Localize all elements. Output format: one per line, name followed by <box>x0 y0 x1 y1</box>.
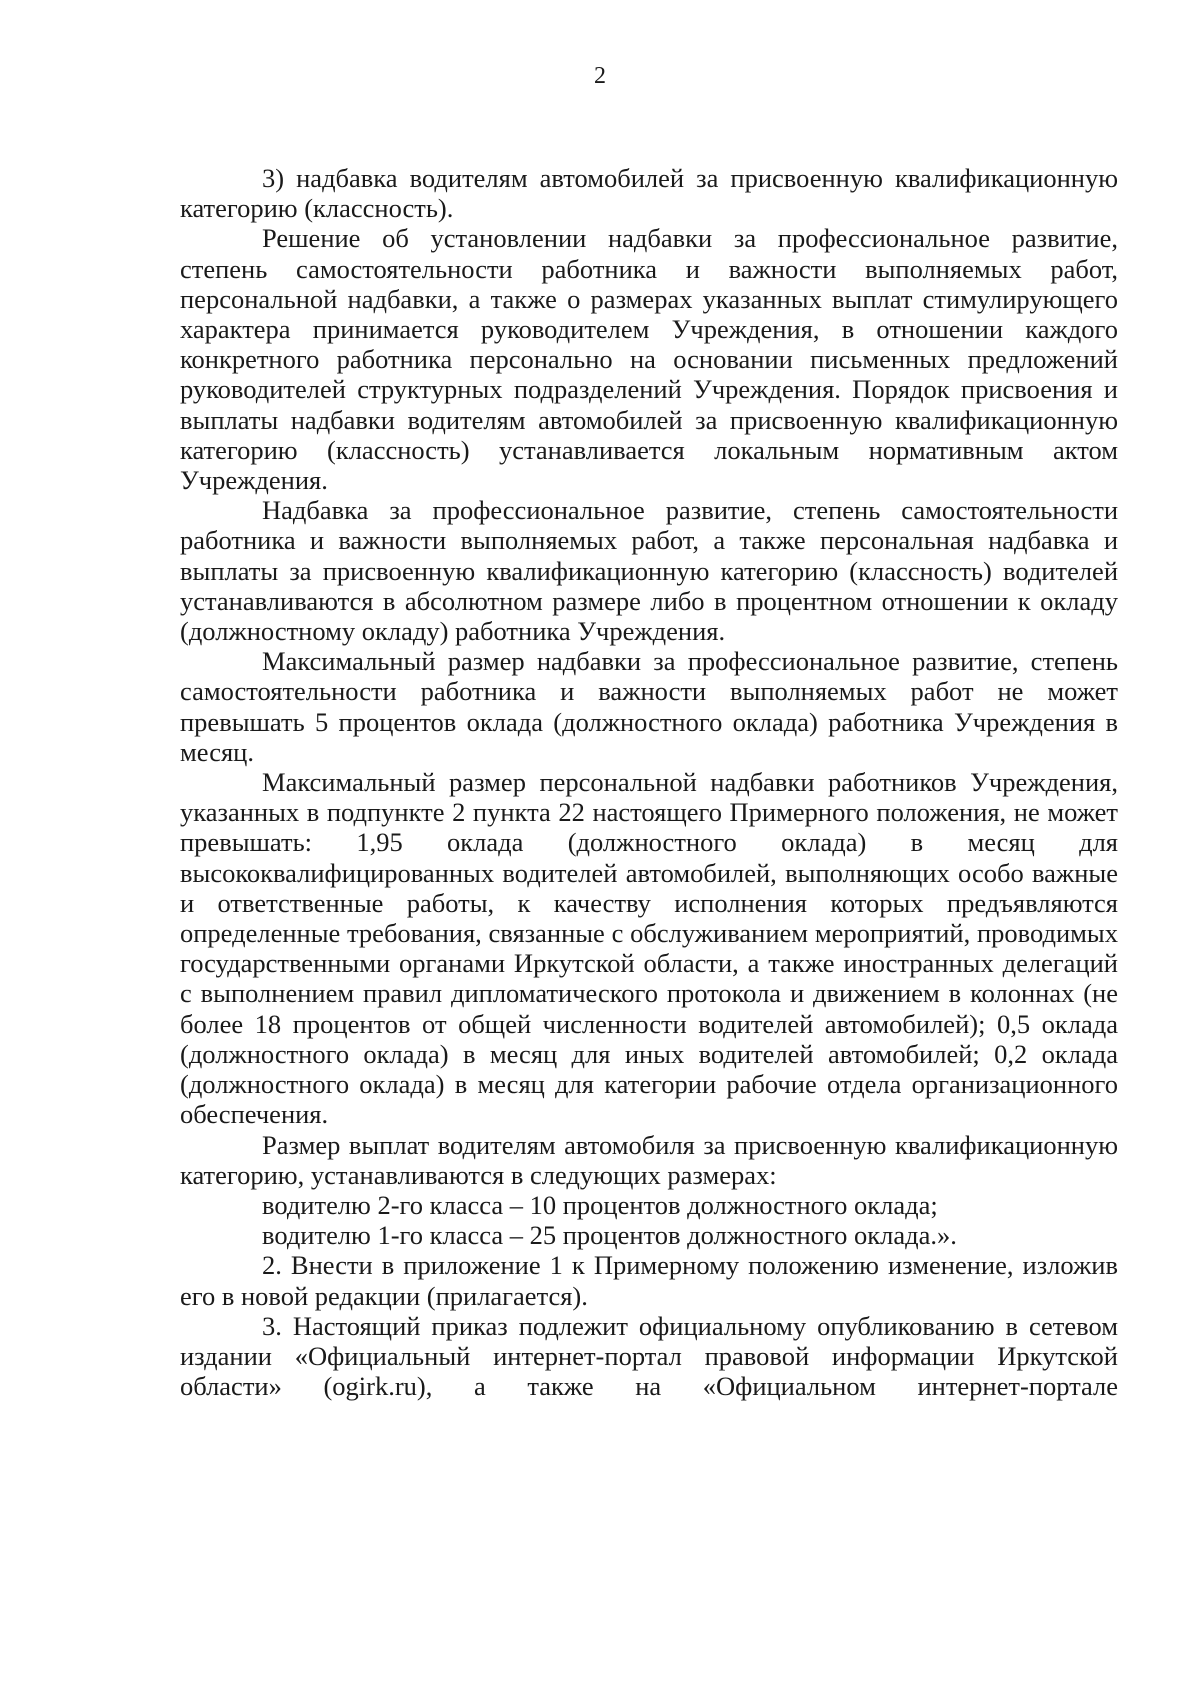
paragraph-driver-allowance-item: 3) надбавка водителям автомобилей за присвоенную квалификационную категорию (классность). <box>180 163 1118 224</box>
paragraph-decision-on-allowance: Решение об установлении надбавки за профессиональное развитие, степень самостоятельности работника и важности выполняемых работ, персональной надбавки, а также о размерах указанных выплат стимулирующего характера принимается руководителем Учреждения, в отношении каждого конкретного работника персонально на основании письменных предложений руководителей структурных подразделений Учреждения. Порядок присвоения и выплаты надбавки водителям автомобилей за присвоенную квалификационную категорию (классность) устанавливается локальным нормативным актом Учреждения. <box>180 223 1118 496</box>
paragraph-max-professional-allowance: Максимальный размер надбавки за профессиональное развитие, степень самостоятельности работника и важности выполняемых работ не может превышать 5 процентов оклада (должностного оклада) работника Учреждения в месяц. <box>180 646 1118 767</box>
document-body <box>180 163 1118 1401</box>
paragraph-item-2-amendment: 2. Внести в приложение 1 к Примерному положению изменение, изложив его в новой редакции (прилагается). <box>180 1250 1118 1311</box>
paragraph-allowance-form: Надбавка за профессиональное развитие, степень самостоятельности работника и важности выполняемых работ, а также персональная надбавка и выплаты за присвоенную квалификационную категорию (классность) водителей устанавливаются в абсолютном размере либо в процентном отношении к окладу (должностному окладу) работника Учреждения. <box>180 495 1118 647</box>
paragraph-item-3-publication: 3. Настоящий приказ подлежит официальному опубликованию в сетевом издании «Официальный интернет-портал правовой информации Иркутской области» (ogirk.ru), а также на «Официальном интернет-портале <box>180 1310 1118 1402</box>
page-number: 2 <box>594 63 606 89</box>
paragraph-class-payment-sizes: Размер выплат водителям автомобиля за присвоенную квалификационную категорию, устанавливаются в следующих размерах: <box>180 1129 1118 1190</box>
paragraph-class-2-driver: водителю 2-го класса – 10 процентов должностного оклада; <box>262 1189 938 1220</box>
paragraph-class-1-driver: водителю 1-го класса – 25 процентов должностного оклада.». <box>262 1220 957 1251</box>
paragraph-max-personal-allowance: Максимальный размер персональной надбавки работников Учреждения, указанных в подпункте 2 пункта 22 настоящего Примерного положения, не может превышать: 1,95 оклада (должностного оклада) в месяц для высококвалифицированных водителей автомобилей, выполняющих особо важные и ответственные работы, к качеству исполнения которых предъявляются определенные требования, связанные с обслуживанием мероприятий, проводимых государственными органами Иркутской области, а также иностранных делегаций с выполнением правил дипломатического протокола и движением в колоннах (не более 18 процентов от общей численности водителей автомобилей); 0,5 оклада (должностного оклада) в месяц для иных водителей автомобилей; 0,2 оклада (должностного оклада) в месяц для категории рабочие отдела организационного обеспечения. <box>180 767 1118 1130</box>
